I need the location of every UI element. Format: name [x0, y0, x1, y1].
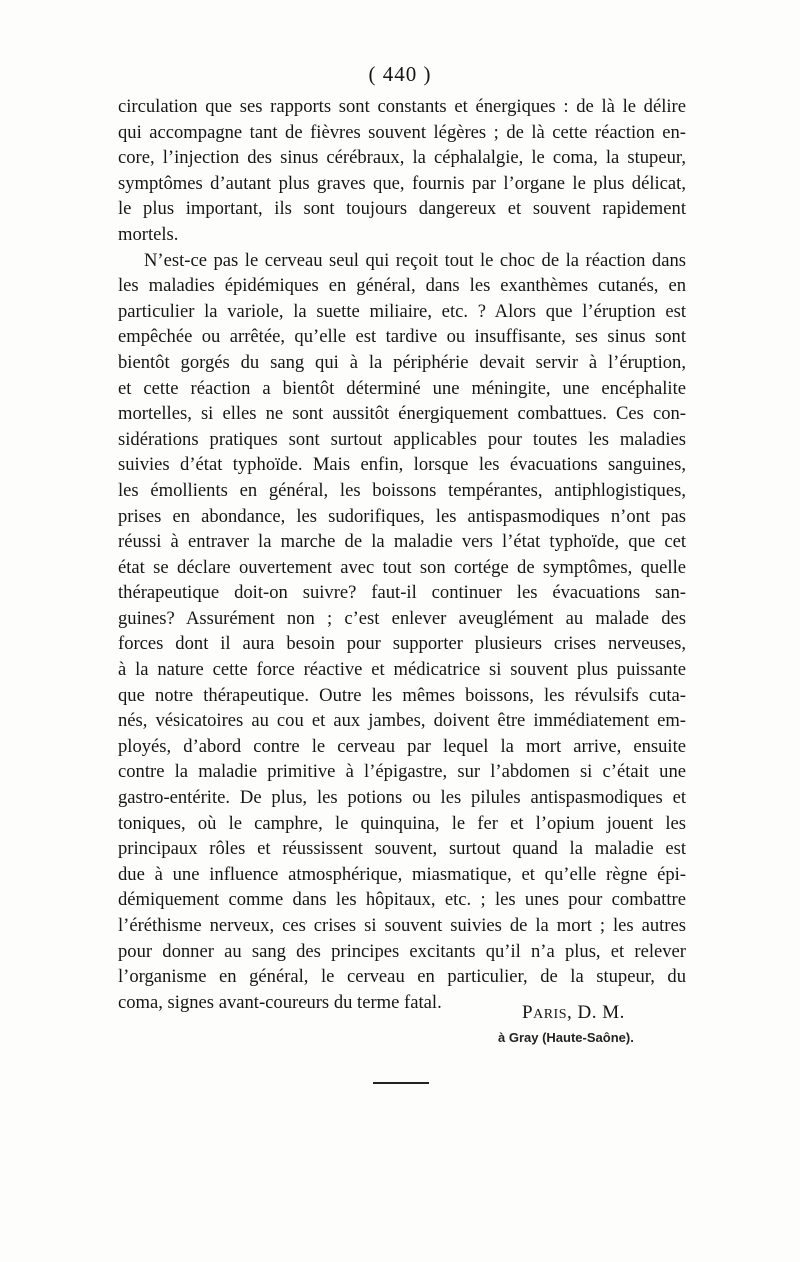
text-line: nés, vésicatoires au cou et aux jambes, doivent être immédiatement em- — [118, 710, 686, 732]
author-signature — [522, 1002, 682, 1024]
text-line: contre la maladie primitive à l’épigastre, sur l’abdomen si c’était une — [118, 761, 686, 783]
text-line: mortels. — [118, 223, 179, 245]
text-line: thérapeutique doit-on suivre? faut-il continuer les évacuations san- — [118, 582, 686, 604]
text-line: que notre thérapeutique. Outre les mêmes boissons, les révulsifs cuta- — [118, 684, 686, 706]
author-name-initial: P — [522, 1002, 534, 1023]
text-line: empêchée ou arrêtée, qu’elle est tardive ou insuffisante, ses sinus sont — [118, 326, 686, 348]
text-line: démiquement comme dans les hôpitaux, etc. ; les unes pour combattre — [118, 889, 686, 911]
text-line: prises en abondance, les sudorifiques, les antispasmodiques n’ont pas — [118, 505, 686, 527]
author-credentials: , D. M. — [566, 1002, 625, 1023]
text-line: réussi à entraver la marche de la maladie vers l’état typhoïde, que cet — [118, 531, 686, 553]
text-line: due à une influence atmosphérique, miasmatique, et qu’elle règne épi- — [118, 863, 686, 885]
text-line: circulation que ses rapports sont constants et énergiques : de là le délire — [118, 96, 686, 117]
author-location: à Gray (Haute-Saône). — [498, 1030, 634, 1045]
text-line: pour donner au sang des principes excitants qu’il n’a plus, et relever — [118, 940, 686, 962]
body-text — [118, 94, 686, 1015]
text-line: sidérations pratiques sont surtout applicables pour toutes les maladies — [118, 428, 686, 450]
text-line: et cette réaction a bientôt déterminé une méningite, une encéphalite — [118, 377, 686, 399]
text-line: les émollients en général, les boissons tempérantes, antiphlogistiques, — [118, 479, 686, 501]
text-line: guines? Assurément non ; c’est enlever aveuglément au malade des — [118, 607, 686, 629]
text-line: mortelles, si elles ne sont aussitôt énergiquement combattues. Ces con- — [118, 403, 686, 425]
text-line: bientôt gorgés du sang qui à la périphérie devait servir à l’éruption, — [118, 351, 686, 373]
text-line: à la nature cette force réactive et médicatrice si souvent plus puissante — [118, 659, 686, 681]
text-line: le plus important, ils sont toujours dangereux et souvent rapidement — [118, 198, 686, 220]
text-line: N’est-ce pas le cerveau seul qui reçoit tout le choc de la réaction dans — [144, 249, 686, 271]
text-line: l’organisme en général, le cerveau en particulier, de la stupeur, du — [118, 966, 686, 988]
text-line: suivies d’état typhoïde. Mais enfin, lorsque les évacuations sanguines, — [118, 454, 686, 476]
text-line: gastro-entérite. De plus, les potions ou les pilules antispasmodiques et — [118, 787, 686, 809]
closing-rule — [373, 1082, 429, 1084]
text-line: coma, signes avant-coureurs du terme fatal. — [118, 991, 442, 1013]
text-line: toniques, où le camphre, le quinquina, le fer et l’opium jouent les — [118, 812, 686, 834]
text-line: core, l’injection des sinus cérébraux, la céphalalgie, le coma, la stupeur, — [118, 147, 686, 169]
text-line: forces dont il aura besoin pour supporter plusieurs crises nerveuses, — [118, 633, 686, 655]
text-line: symptômes d’autant plus graves que, fournis par l’organe le plus délicat, — [118, 172, 686, 194]
page-number: ( 440 ) — [368, 62, 432, 86]
text-line: ployés, d’abord contre le cerveau par lequel la mort arrive, ensuite — [118, 735, 686, 757]
text-line: les maladies épidémiques en général, dans les exanthèmes cutanés, en — [118, 275, 686, 297]
author-name-rest: ARIS — [533, 1007, 567, 1022]
text-line: particulier la variole, la suette miliaire, etc. ? Alors que l’éruption est — [118, 300, 686, 322]
text-line: état se déclare ouvertement avec tout son cortége de symptômes, quelle — [118, 556, 686, 578]
text-line: principaux rôles et réussissent souvent, surtout quand la maladie est — [118, 838, 686, 860]
text-line: qui accompagne tant de fièvres souvent légères ; de là cette réaction en- — [118, 121, 686, 143]
text-line: l’éréthisme nerveux, ces crises si souvent suivies de la mort ; les autres — [118, 915, 686, 936]
